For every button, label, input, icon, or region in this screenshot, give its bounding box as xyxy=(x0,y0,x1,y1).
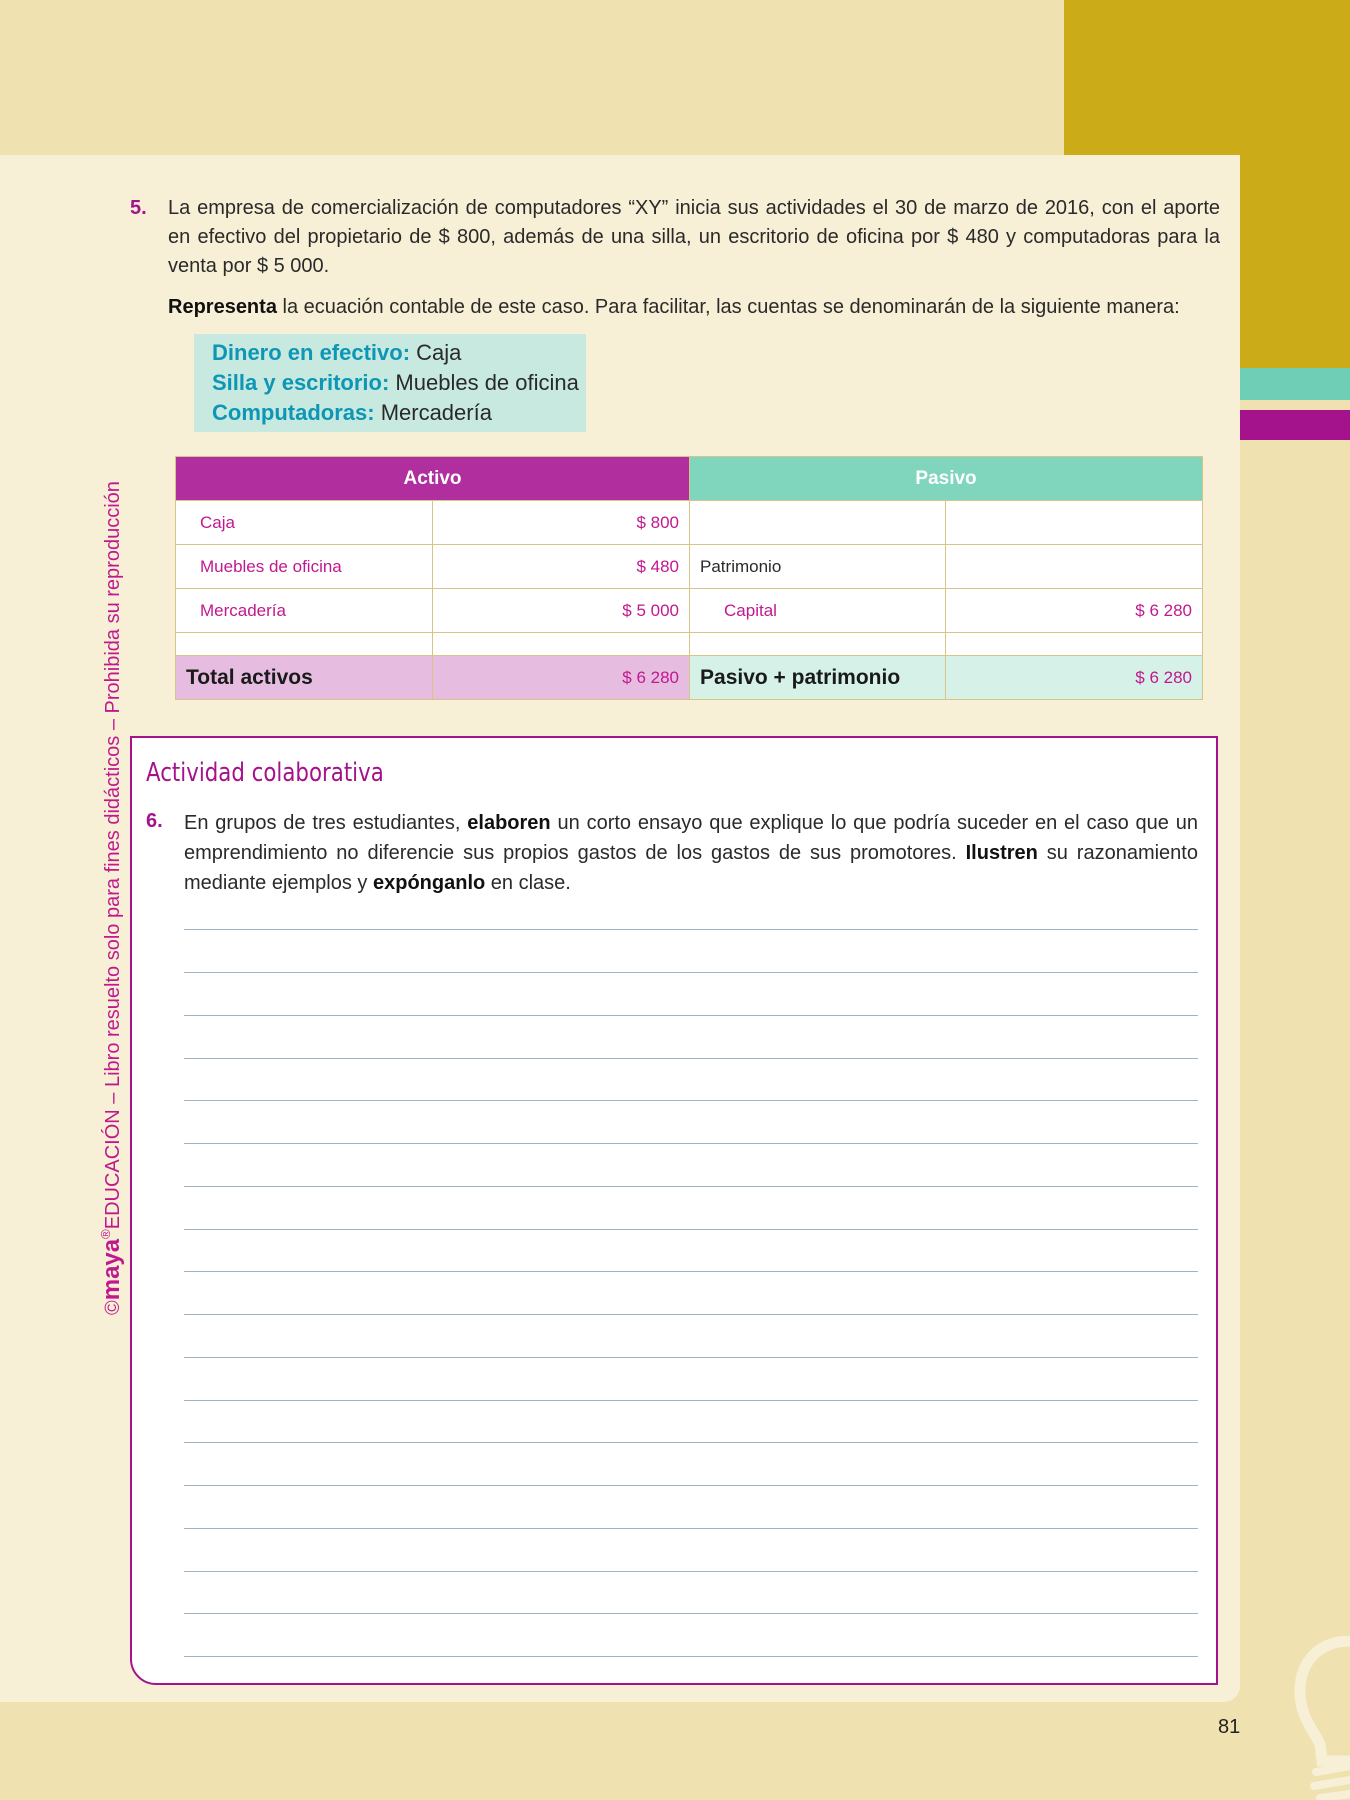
answer-line[interactable] xyxy=(184,1271,1198,1272)
copyright-symbol: © xyxy=(102,1300,124,1315)
header-activo: Activo xyxy=(176,457,690,501)
table-row xyxy=(176,589,1203,633)
total-pasivo-label: Pasivo + patrimonio xyxy=(690,656,946,700)
answer-line[interactable] xyxy=(184,1015,1198,1016)
answer-line[interactable] xyxy=(184,1314,1198,1315)
account-row xyxy=(212,338,586,368)
teal-strip xyxy=(1240,368,1350,400)
asset-value: $ 800 xyxy=(433,501,690,545)
answer-line[interactable] xyxy=(184,929,1198,930)
answer-line[interactable] xyxy=(184,1100,1198,1101)
account-key: Dinero en efectivo: xyxy=(212,340,411,365)
question-number: 5. xyxy=(130,197,147,219)
right-margin xyxy=(1240,440,1350,1800)
account-row xyxy=(212,398,586,428)
question-5 xyxy=(130,194,1220,322)
liability-value xyxy=(946,545,1203,589)
instruction-text: la ecuación contable de este caso. Para facilitar, las cuentas se denominarán de la siguiente manera: xyxy=(282,296,1180,318)
liability-label xyxy=(690,501,946,545)
liability-value: $ 6 280 xyxy=(946,589,1203,633)
activity-text xyxy=(184,808,1198,898)
registered-mark: ® xyxy=(98,1229,113,1239)
answer-line[interactable] xyxy=(184,1229,1198,1230)
answer-line[interactable] xyxy=(184,1058,1198,1059)
liability-label: Patrimonio xyxy=(690,545,946,589)
answer-line[interactable] xyxy=(184,1485,1198,1486)
activity-number: 6. xyxy=(146,810,163,832)
watermark-text: EDUCACIÓN – Libro resuelto solo para fines didácticos – Prohibida su reproducción xyxy=(102,481,124,1230)
asset-label: Caja xyxy=(176,501,433,545)
top-band xyxy=(0,0,1064,155)
account-value: Caja xyxy=(416,340,462,365)
total-activos-value: $ 6 280 xyxy=(433,656,690,700)
brand-name: maya xyxy=(98,1238,125,1301)
question-instruction xyxy=(168,293,1220,322)
header-pasivo: Pasivo xyxy=(690,457,1203,501)
text-part: En grupos de tres estudiantes, xyxy=(184,812,461,834)
answer-line[interactable] xyxy=(184,1442,1198,1443)
table-spacer-row xyxy=(176,633,1203,656)
copyright-watermark xyxy=(98,481,126,1315)
liability-value xyxy=(946,501,1203,545)
answer-line[interactable] xyxy=(184,1357,1198,1358)
answer-line[interactable] xyxy=(184,1528,1198,1529)
instruction-verb: Representa xyxy=(168,296,277,318)
answer-line[interactable] xyxy=(184,1656,1198,1657)
accounting-equation-table xyxy=(175,456,1203,700)
bold-verb: elaboren xyxy=(467,812,551,834)
text-part: un corto ensayo que explique lo que podría suceder en el caso que un emprendimiento no diferencie sus propios gastos de los gastos de sus promotores. xyxy=(184,812,1198,864)
account-key: Silla y escritorio: xyxy=(212,370,390,395)
answer-line[interactable] xyxy=(184,1143,1198,1144)
answer-line[interactable] xyxy=(184,1571,1198,1572)
bold-verb: expónganlo xyxy=(373,872,486,894)
account-key: Computadoras: xyxy=(212,400,375,425)
answer-line[interactable] xyxy=(184,1186,1198,1187)
account-row xyxy=(212,368,586,398)
table-row xyxy=(176,545,1203,589)
text-part: su razonamiento mediante ejemplos y xyxy=(184,842,1198,894)
collaborative-activity-box xyxy=(130,736,1218,1685)
asset-value: $ 480 xyxy=(433,545,690,589)
lightbulb-icon xyxy=(1250,1636,1350,1800)
liability-label: Capital xyxy=(690,589,946,633)
account-value: Mercadería xyxy=(380,400,492,425)
answer-line[interactable] xyxy=(184,1400,1198,1401)
bottom-band xyxy=(0,1702,1350,1800)
account-value: Muebles de oficina xyxy=(395,370,579,395)
table-total-row xyxy=(176,656,1203,700)
question-text: La empresa de comercialización de computadores “XY” inicia sus actividades el 30 de marzo de 2016, con el aporte en efectivo del propietario de $ 800, además de una silla, un escritorio de oficina por $ 480 y computadoras para la venta por $ 5 000. xyxy=(168,197,1220,277)
bold-verb: Ilustren xyxy=(965,842,1038,864)
total-activos-label: Total activos xyxy=(176,656,433,700)
table-header-row xyxy=(176,457,1203,501)
answer-line[interactable] xyxy=(184,972,1198,973)
answer-line[interactable] xyxy=(184,1613,1198,1614)
asset-label: Mercadería xyxy=(176,589,433,633)
page-number: 81 xyxy=(1218,1716,1241,1738)
text-part: en clase. xyxy=(490,872,571,894)
asset-value: $ 5 000 xyxy=(433,589,690,633)
total-pasivo-value: $ 6 280 xyxy=(946,656,1203,700)
activity-title: Actividad colaborativa xyxy=(146,758,384,788)
account-names-box xyxy=(194,334,586,432)
table-row xyxy=(176,501,1203,545)
magenta-strip xyxy=(1240,410,1350,440)
asset-label: Muebles de oficina xyxy=(176,545,433,589)
